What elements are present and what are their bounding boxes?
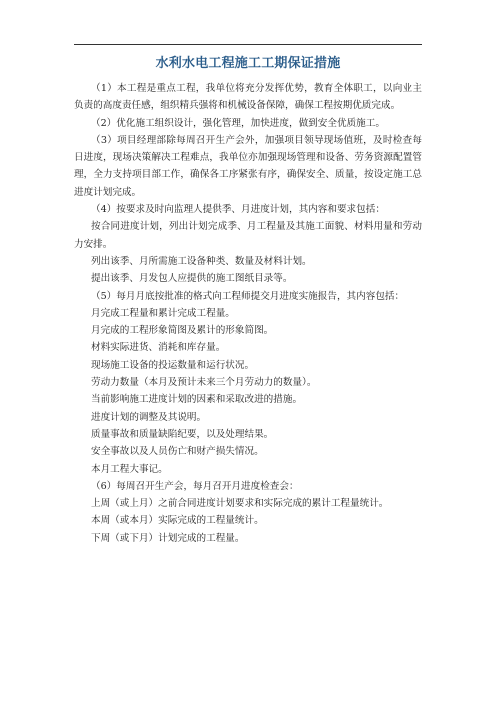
paragraph: 当前影响施工进度计划的因素和采取改进的措施。 bbox=[91, 394, 303, 406]
paragraph: 进度计划的调整及其说明。 bbox=[91, 411, 207, 423]
paragraph: 月完成工程量和累计完成工程量。 bbox=[91, 307, 235, 319]
paragraph: 质量事故和质量缺陷纪要，以及处理结果。 bbox=[91, 428, 274, 440]
paragraph: 本月工程大事记。 bbox=[91, 463, 168, 475]
paragraph: 本周（或本月）实际完成的工程量统计。 bbox=[91, 515, 264, 527]
document-body bbox=[74, 80, 422, 547]
paragraph: 列出该季、月所需施工设备种类、数量及材料计划。 bbox=[91, 255, 312, 267]
paragraph: （1）本工程是重点工程，我单位将充分发挥优势，教育全体职工，以向业主负责的高度责任感，组织精兵强将和机械设备保障，确保工程按期优质完成。 bbox=[74, 83, 422, 112]
paragraph: （4）按要求及时向监理人提供季、月进度计划，其内容和要求包括： bbox=[91, 204, 385, 216]
paragraph: 材料实际进货、消耗和库存量。 bbox=[91, 342, 226, 354]
paragraph: （3）项目经理部除每周召开生产会外，加强项目领导现场值班，及时检查每日进度，现场决策解决工程难点，我单位亦加强现场管理和设备、劳务资源配置管理，全力支持项目部工作，确保各工序紧张有序，确保安全、质量，按设定施工总进度计划完成。 bbox=[74, 134, 422, 198]
paragraph: 下周（或下月）计划完成的工程量。 bbox=[91, 532, 245, 544]
paragraph: 月完成的工程形象简图及累计的形象简图。 bbox=[91, 325, 274, 337]
paragraph: 上周（或上月）之前合同进度计划要求和实际完成的累计工程量统计。 bbox=[91, 498, 389, 510]
paragraph: 提出该季、月发包人应提供的施工图纸目录等。 bbox=[91, 273, 293, 285]
paragraph: 按合同进度计划，列出计划完成季、月工程量及其施工面貌、材料用量和劳动力安排。 bbox=[74, 221, 422, 250]
paragraph: 现场施工设备的投运数量和运行状况。 bbox=[91, 359, 255, 371]
paragraph: （2）优化施工组织设计，强化管理，加快进度，做到安全优质施工。 bbox=[91, 117, 385, 129]
paragraph: 安全事故以及人员伤亡和财产损失情况。 bbox=[91, 446, 264, 458]
paragraph: （5）每月月底按批准的格式向工程师提交月进度实施报告，其内容包括： bbox=[91, 290, 405, 302]
document-title: 水利水电工程施工工期保证措施 bbox=[155, 56, 341, 71]
paragraph: （6）每周召开生产会，每月召开月进度检查会： bbox=[91, 480, 299, 492]
header-rule bbox=[74, 44, 422, 45]
paragraph: 劳动力数量（本月及预计未来三个月劳动力的数量）。 bbox=[91, 377, 317, 389]
